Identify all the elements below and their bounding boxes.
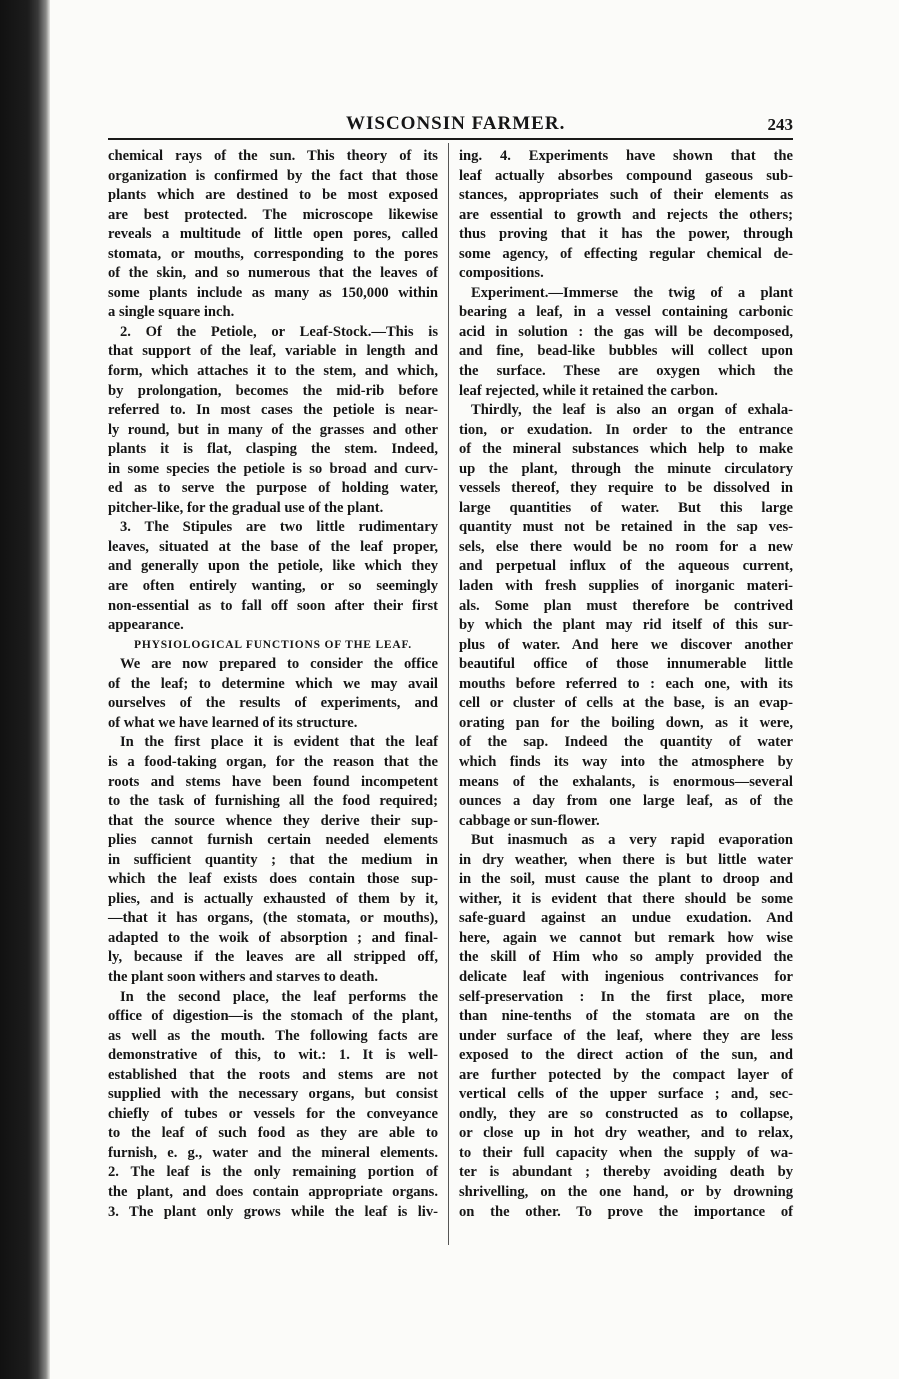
text-line: some agency, of effecting regular chemical de- (459, 245, 793, 262)
text-line: ing. 4. Experiments have shown that the (459, 148, 793, 164)
text-line: sels, else there would be no room for a new (459, 538, 793, 555)
text-line: exposed to the direct action of the sun, and (459, 1047, 793, 1064)
text-line: 3. The plant only grows while the leaf is liv- (108, 1203, 438, 1220)
text-line: and perpetual influx of the aqueous current, (459, 558, 793, 575)
text-line: are often entirely wanting, or so seemingly (108, 578, 438, 595)
text-line: which the leaf exists does contain those sup- (108, 871, 438, 888)
text-line: Experiment.—Immerse the twig of a plant (471, 284, 793, 301)
text-line: supplied with the necessary organs, but consist (108, 1086, 438, 1103)
text-line: the surface. These are oxygen which the (459, 363, 793, 380)
text-line: demonstrative of this, to wit.: 1. It is well- (108, 1047, 438, 1064)
running-title: WISCONSIN FARMER. (346, 113, 566, 134)
text-line: are essential to growth and rejects the others; (459, 206, 793, 223)
text-line: plus of water. And here we discover another (459, 636, 793, 653)
text-line: bearing a leaf, in a vessel containing carbonic (459, 304, 793, 321)
text-line: the skill of Him who so amply provided the (459, 949, 793, 966)
left-column (108, 147, 438, 1222)
text-line: here, again we cannot but remark how wise (459, 929, 793, 946)
text-line: in sufficient quantity ; that the medium in (108, 851, 438, 868)
text-line: tion, or exudation. In order to the entrance (459, 421, 793, 438)
text-line: and generally upon the petiole, like which they (108, 558, 438, 575)
text-line: as well as the mouth. The following facts are (108, 1027, 438, 1044)
text-line: In the second place, the leaf performs the (120, 988, 438, 1005)
text-line: that the source whence they derive their sup- (108, 812, 438, 829)
text-line: plies, and is actually exhausted of them by it, (108, 890, 438, 907)
text-line: the plant soon withers and starves to death. (108, 968, 378, 985)
text-line: a single square inch. (108, 304, 235, 321)
text-line: to the leaf of such food as they are able to (108, 1125, 438, 1142)
text-line: of the leaf; to determine which we may avail (108, 675, 438, 692)
text-line: than nine-tenths of the stomata are on the (459, 1008, 793, 1025)
text-line: leaves, situated at the base of the leaf proper, (108, 538, 438, 555)
text-line: chemical rays of the sun. This theory of its (108, 148, 438, 164)
text-line: quantity must not be retained in the sap ves- (459, 519, 793, 536)
page-number: 243 (767, 115, 793, 134)
text-line: in some species the petiole is so broad and curv- (108, 460, 438, 477)
text-line: ly, because if the leaves are all stripped off, (108, 949, 438, 966)
text-line: some plants include as many as 150,000 within (108, 284, 438, 301)
text-line: furnish, e. g., water and the mineral elements. (108, 1144, 438, 1161)
text-line: are best protected. The microscope likewise (108, 206, 438, 223)
text-line: orating pan for the boiling down, as it were, (459, 714, 793, 731)
text-line: in dry weather, when there is but little water (459, 851, 793, 868)
text-line: means of the exhalants, is enormous—several (459, 773, 793, 790)
text-line: pitcher-like, for the gradual use of the plant. (108, 499, 384, 516)
text-line: chiefly of tubes or vessels for the conveyance (108, 1105, 438, 1122)
text-line: on the other. To prove the importance of (459, 1203, 793, 1220)
text-line: —that it has organs, (the stomata, or mouths), (108, 910, 438, 927)
text-line: roots and stems have been found incompetent (108, 773, 438, 790)
text-line: Thirdly, the leaf is also an organ of exhala- (471, 402, 793, 419)
text-line: by which the plant may rid itself of this sur- (459, 617, 793, 634)
text-line: large quantities of water. But this large (459, 499, 793, 516)
text-line: or close up in hot dry weather, and to relax, (459, 1125, 793, 1142)
text-line: We are now prepared to consider the office (120, 656, 438, 673)
text-line: 2. The leaf is the only remaining portion of (108, 1164, 438, 1181)
text-line: organization is confirmed by the fact that those (108, 167, 438, 184)
text-line: ed as to serve the purpose of holding water, (108, 480, 438, 497)
text-line: cell or cluster of cells at the base, is an evap- (459, 695, 793, 712)
text-line: self-preservation : In the first place, more (459, 988, 793, 1005)
text-line: appearance. (108, 617, 184, 634)
text-line: of what we have learned of its structure. (108, 714, 358, 731)
text-line: to the task of furnishing all the food required; (108, 793, 438, 810)
text-line: vertical cells of the upper surface ; and, sec- (459, 1086, 793, 1103)
text-line: ondly, they are so constructed as to collapse, (459, 1105, 793, 1122)
text-line: by prolongation, becomes the mid-rib before (108, 382, 438, 399)
text-line: is a food-taking organ, for the reason that the (108, 753, 438, 770)
text-line: the plant, and does contain appropriate organs. (108, 1183, 438, 1200)
text-line: established that the roots and stems are not (108, 1066, 438, 1083)
text-line: wither, it is evident that there should be some (459, 890, 793, 907)
right-column (459, 147, 793, 1222)
book-binding-edge (0, 0, 50, 1379)
text-line: of the sap. Indeed the quantity of water (459, 734, 793, 751)
text-line: cabbage or sun-flower. (459, 812, 600, 829)
text-line: of the mineral substances which help to make (459, 441, 793, 458)
text-line: and fine, bead-like bubbles will collect upon (459, 343, 793, 360)
text-line: reveals a multitude of little open pores, called (108, 226, 438, 243)
text-line: 3. The Stipules are two little rudimentary (120, 519, 438, 536)
text-line: leaf rejected, while it retained the carbon. (459, 382, 718, 399)
column-divider (448, 143, 449, 1245)
text-line: stomata, or mouths, corresponding to the pores (108, 245, 438, 262)
text-line: ter is abundant ; thereby avoiding death by (459, 1164, 793, 1181)
text-line: up the plant, through the minute circulatory (459, 460, 793, 477)
text-line: stances, appropriates such of their elements as (459, 187, 793, 204)
section-heading: PHYSIOLOGICAL FUNCTIONS OF THE LEAF. (134, 638, 412, 651)
text-line: In the first place it is evident that the leaf (120, 734, 438, 751)
text-line: non-essential as to fall off soon after their first (108, 597, 438, 614)
text-line: als. Some plan must therefore be contrived (459, 597, 793, 614)
text-line: ounces a day from one large leaf, as of the (459, 793, 793, 810)
text-line: leaf actually absorbes compound gaseous sub- (459, 167, 793, 184)
text-line: referred to. In most cases the petiole is near- (108, 402, 438, 419)
text-line: vessels thereof, they require to be dissolved in (459, 480, 793, 497)
text-line: acid in solution : the gas will be decomposed, (459, 323, 793, 340)
text-line: thus proving that it has the power, through (459, 226, 793, 243)
text-line: which finds its way into the atmosphere by (459, 753, 793, 770)
text-line: shrivelling, on the one hand, or by drowning (459, 1183, 793, 1200)
text-line: under surface of the leaf, where they are less (459, 1027, 793, 1044)
text-line: compositions. (459, 265, 544, 282)
text-line: adapted to the woik of absorption ; and final- (108, 929, 438, 946)
text-line: to their full capacity when the supply of wa- (459, 1144, 793, 1161)
page-header (108, 113, 793, 135)
text-line: form, which attaches it to the stem, and which, (108, 363, 438, 380)
text-line: beautiful office of those innumerable little (459, 656, 793, 673)
text-line: are further potected by the compact layer of (459, 1066, 793, 1083)
text-line: mouths before referred to : each one, with its (459, 675, 793, 692)
text-line: 2. Of the Petiole, or Leaf-Stock.—This is (120, 323, 438, 340)
header-rule (108, 138, 793, 140)
text-line: plies cannot furnish certain needed elements (108, 832, 438, 849)
text-line: ly round, but in many of the grasses and other (108, 421, 438, 438)
text-line: plants it is flat, clasping the stem. Indeed, (108, 441, 438, 458)
text-line: delicate leaf with ingenious contrivances for (459, 968, 793, 985)
text-line: But inasmuch as a very rapid evaporation (471, 832, 793, 849)
text-line: safe-guard against an undue exudation. And (459, 910, 793, 927)
text-line: that support of the leaf, variable in length and (108, 343, 438, 360)
text-line: in the soil, must cause the plant to droop and (459, 871, 793, 888)
text-line: of the skin, and so numerous that the leaves of (108, 265, 438, 282)
text-line: laden with fresh supplies of inorganic materi- (459, 578, 793, 595)
text-line: ourselves of the results of experiments, and (108, 695, 438, 712)
text-line: office of digestion—is the stomach of the plant, (108, 1008, 438, 1025)
text-line: plants which are destined to be most exposed (108, 187, 438, 204)
